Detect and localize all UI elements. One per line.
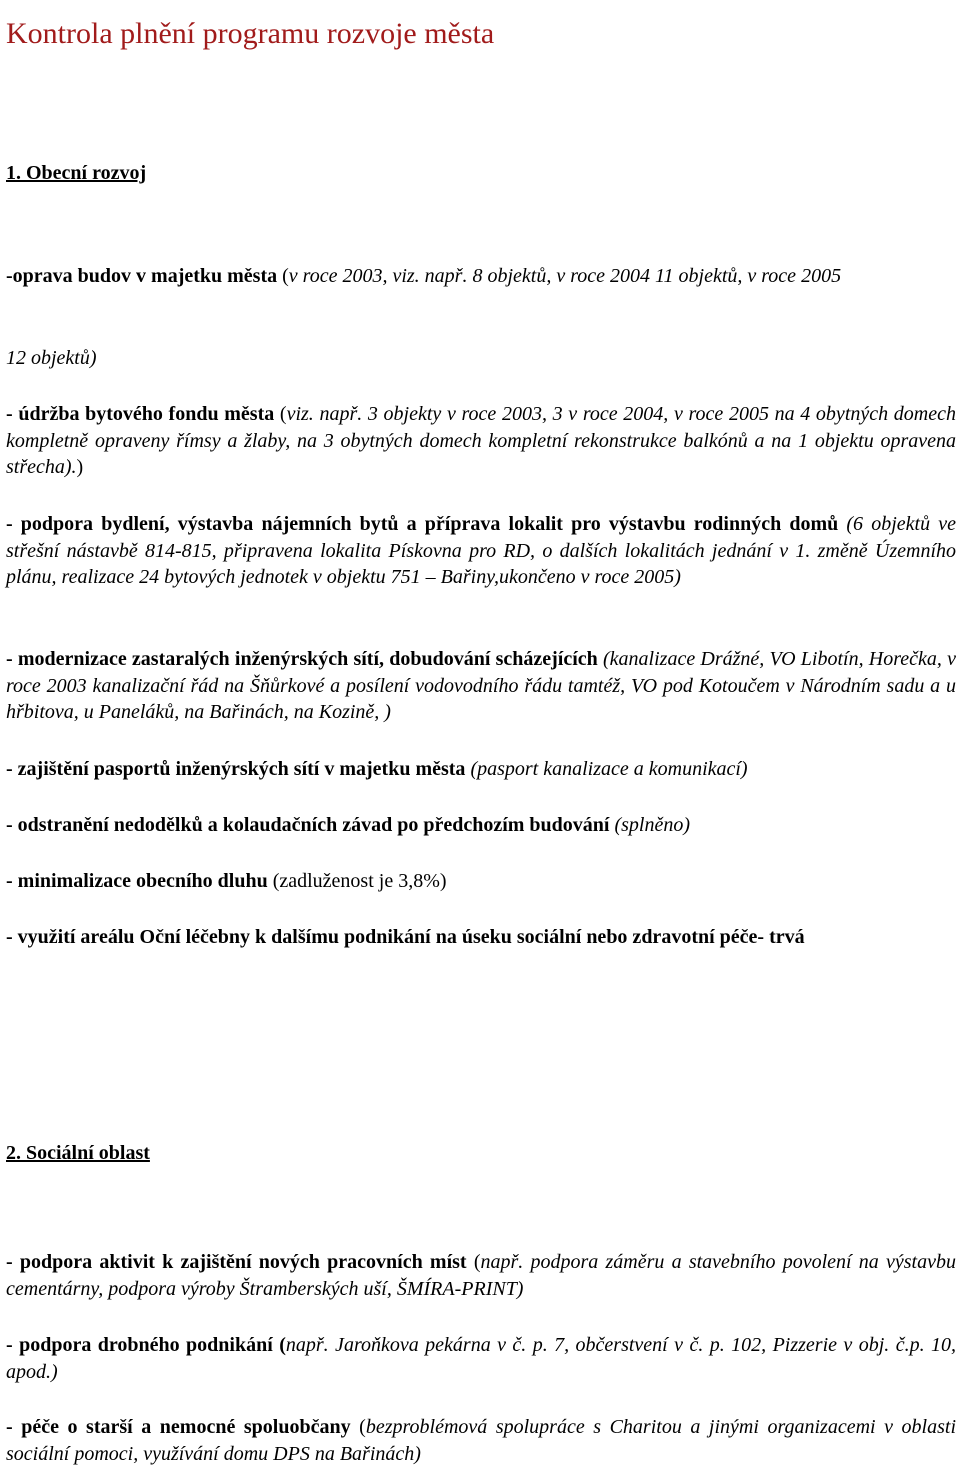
- item-label: - využití areálu Oční léčebny k dalšímu podnikání na úseku sociální nebo zdravotní péče- trvá: [6, 926, 805, 948]
- item-detail: např. Jaroňkova pekárna v č. p. 7, občerstvení v č. p. 102, Pizzerie v obj. č.p. 10, apod.): [6, 1334, 956, 1383]
- document-title: Kontrola plnění programu rozvoje města: [6, 17, 495, 50]
- item-modernizace-siti: [6, 646, 956, 726]
- item-detail: viz. např. 3 objekty v roce 2003, 3 v roce 2004, v roce 2005 na 4 obytných domech kompletně opraveny římsy a žlaby, na 3 obytných domech kompletní rekonstrukce balkónů a na 1 objektu opravena střecha).: [6, 403, 956, 478]
- item-detail: v roce 2003, viz. např. 8 objektů, v roce 2004 11 objektů, v roce 2005: [288, 265, 842, 287]
- item-detail: (zadluženost je 3,8%): [267, 870, 447, 892]
- item-detail: např. podpora záměru a stavebního povolení na výstavbu cementárny, podpora výroby Štramberských uší, ŠMÍRA-PRINT): [6, 1251, 956, 1300]
- item-paren: (: [274, 403, 287, 425]
- item-pracovni-mista: [6, 1249, 956, 1302]
- item-label: - podpora bydlení, výstavba nájemních bytů a příprava lokalit pro výstavbu rodinných domů: [6, 513, 839, 535]
- item-drobne-podnikani: [6, 1332, 956, 1385]
- item-paren: (: [277, 265, 289, 287]
- item-oprava-budov: [6, 263, 956, 290]
- item-detail: (kanalizace Drážné, VO Libotín, Horečka, v roce 2003 kanalizační řád na Šňůrkové a posílení vodovodního řádu tamtéž, VO pod Kotoučem v Národním sadu a u hřbitova, u Paneláků, na Bařinách, na Kozině, ): [6, 648, 956, 723]
- item-close: ): [76, 456, 84, 478]
- item-detail: (pasport kanalizace a komunikací): [465, 758, 748, 780]
- section-heading-obecni-rozvoj: 1. Obecní rozvoj: [6, 162, 147, 184]
- item-label: - podpora aktivit k zajištění nových pracovních míst: [6, 1251, 467, 1273]
- item-label: - péče o starší a nemocné spoluobčany: [6, 1416, 351, 1438]
- item-label: - podpora drobného podnikání (: [6, 1334, 286, 1356]
- item-paren: (: [466, 1251, 481, 1273]
- item-detail: bezproblémová spolupráce s Charitou a jinými organizacemi v oblasti sociální pomoci, využívání domu DPS na Bařinách): [6, 1416, 957, 1465]
- item-odstraneni-nedodelku: [6, 812, 956, 839]
- item-minimalizace-dluhu: [6, 868, 956, 895]
- item-detail: (splněno): [609, 814, 691, 836]
- section-heading-socialni-oblast: 2. Sociální oblast: [6, 1142, 150, 1164]
- item-udrzba-bytoveho-fondu: [6, 401, 956, 481]
- item-detail: 12 objektů): [6, 347, 97, 369]
- item-oprava-budov-continued: [6, 345, 956, 372]
- item-label: - odstranění nedodělků a kolaudačních závad po předchozím budování: [6, 814, 610, 836]
- item-label: - modernizace zastaralých inženýrských sítí, dobudování scházejících: [6, 648, 598, 670]
- item-pece-o-starsi: [6, 1414, 956, 1467]
- item-label: - zajištění pasportů inženýrských sítí v majetku města: [6, 758, 466, 780]
- item-label: -oprava budov v majetku města: [6, 265, 278, 287]
- item-label: - minimalizace obecního dluhu: [6, 870, 268, 892]
- item-podpora-bydleni: [6, 511, 956, 591]
- item-label: - údržba bytového fondu města: [6, 403, 275, 425]
- item-ocni-lecebna: [6, 924, 956, 951]
- item-paren: (: [350, 1416, 366, 1438]
- item-detail: (6 objektů ve střešní nástavbě 814-815, připravena lokalita Pískovna pro RD, o dalších lokalitách jednání v 1. změně Územního plánu, realizace 24 bytových jednotek v objektu 751 – Bařiny,ukončeno v roce 2005): [6, 513, 956, 588]
- item-pasporty-siti: [6, 756, 956, 783]
